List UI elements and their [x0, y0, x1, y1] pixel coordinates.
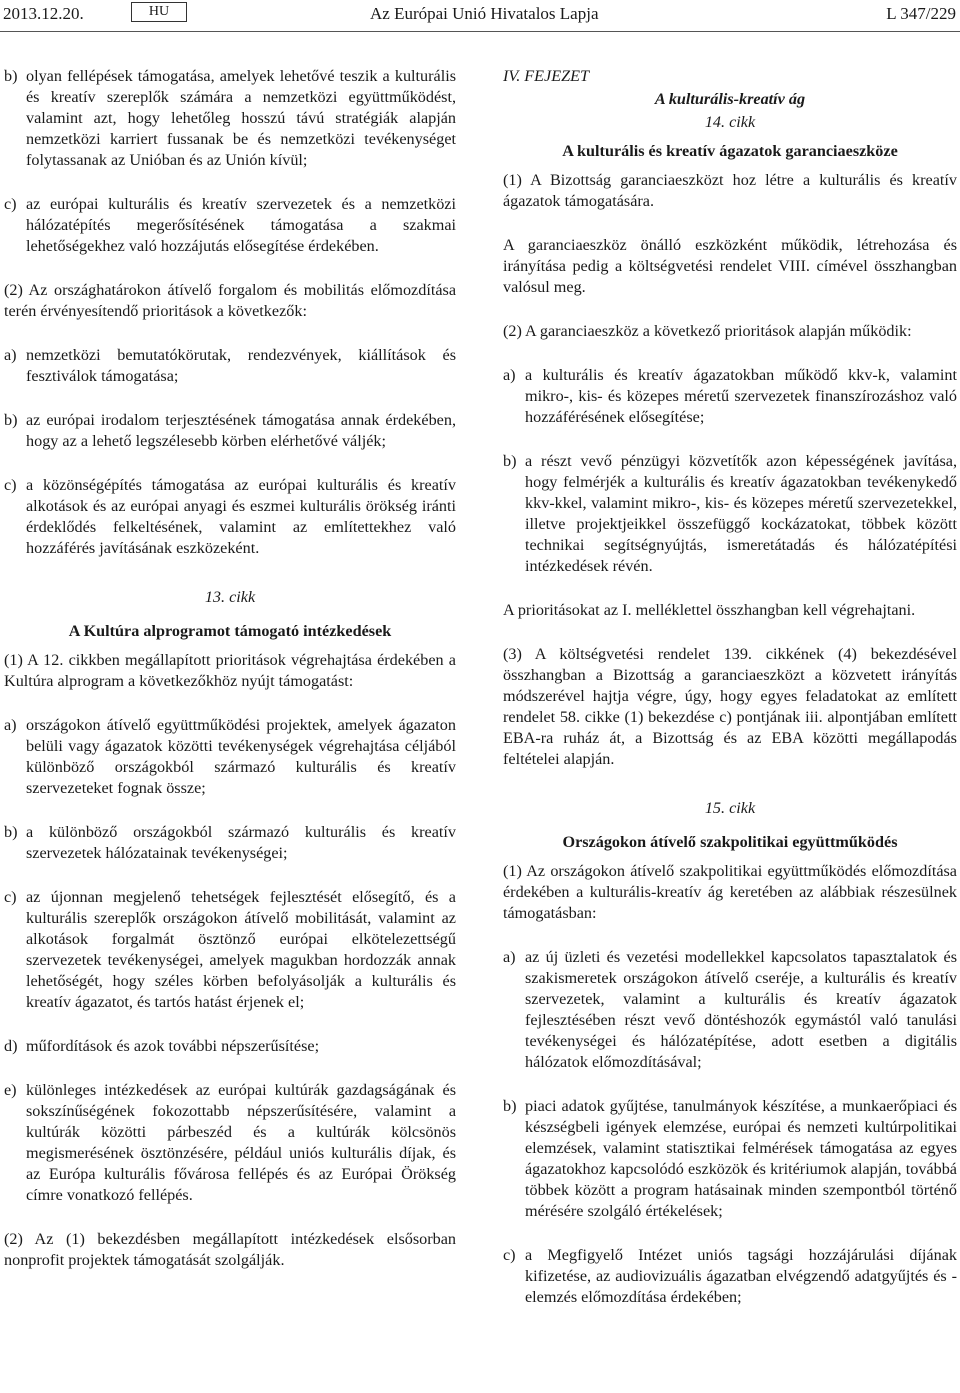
paragraph: (2) Az (1) bekezdésben megállapított intézkedések elsősorban nonprofit projektek támogatását szolgálják. — [4, 1230, 456, 1269]
chapter-title: A kulturális-kreatív ág — [654, 90, 806, 108]
list-item: b) a különböző országokból származó kulturális és kreatív szervezetek hálózatainak tevékenységei; — [4, 823, 456, 862]
paragraph: A garanciaeszköz önálló eszközként működik, létrehozása és irányítása pedig a költségvetési rendelet VIII. címével összhangban valósul meg. — [503, 236, 957, 296]
chapter-number: IV. FEJEZET — [503, 67, 590, 85]
list-item: b) a részt vevő pénzügyi közvetítők azon képességének javítása, hogy felmérjék a kulturális és kreatív ágazatokban tevékenykedő kkv-kkel, valamint mikro-, kis- és közepes méretű szervezetekkel, illetve projektjeikkel összefüggő kockázatokat, többek között technikai segítségnyújtás, ismeretátadás és hálózatépítési intézkedések révén. — [503, 452, 957, 575]
article-title: A kulturális és kreatív ágazatok garanciaeszköze — [562, 142, 898, 160]
header-rule — [0, 31, 960, 32]
publication-date: 2013.12.20. — [3, 4, 84, 23]
article-title: Országokon átívelő szakpolitikai együttműködés — [562, 833, 898, 851]
page-number: L 347/229 — [886, 4, 956, 23]
list-item: b) piaci adatok gyűjtése, tanulmányok készítése, a munkaerőpiaci és készségbeli igények elemzése, európai és nemzeti kultúrpolitikai elemzések, valamint statisztikai felmérések támogatása az egyes ágazatokhoz kapcsolódó eszközök és kritériumok alapján, továbbá többek között a program hatásainak minden szempontból történő mérésére szolgáló értékelések; — [503, 1097, 957, 1220]
list-item: a) az új üzleti és vezetési modellekkel kapcsolatos tapasztalatok és szakismeretek országokon átívelő cseréje, a kulturális és kreatív szervezetek, valamint a kulturális és kreatív ágazatok fejlesztésében részt vevő döntéshozók egymástól való tanulási tevékenységei és hálózatépítése, adott esetben a digitális hálózatok előmozdításával; — [503, 948, 957, 1071]
article-number: 13. cikk — [204, 588, 256, 606]
paragraph: (2) Az országhatárokon átívelő forgalom és mobilitás előmozdítása terén érvényesítendő prioritások a következők: — [4, 281, 456, 320]
page-header — [0, 0, 960, 36]
list-item: b) az európai irodalom terjesztésének támogatása annak érdekében, hogy az a lehető legszélesebb körben elérhetővé váljék; — [4, 411, 456, 450]
article-number: 14. cikk — [704, 113, 756, 131]
paragraph: (1) Az országokon átívelő szakpolitikai együttműködés előmozdítása érdekében a kulturális-kreatív ág keretében az alábbiak részesülnek támogatásban: — [503, 862, 957, 922]
list-item: b) olyan fellépések támogatása, amelyek lehetővé teszik a kulturális és kreatív szereplők számára a nemzetközi együttműködést, valamint azt, hogy lehetőleg hosszú távú stratégiák alapján nemzetközi karriert fussanak be és nemzetközi tevékenységet folytassanak az Unióban és az Unión kívül; — [4, 67, 456, 169]
article-title: A Kultúra alprogramot támogató intézkedések — [68, 622, 392, 640]
list-item: a) nemzetközi bemutatókörutak, rendezvények, kiállítások és fesztiválok támogatása; — [4, 346, 456, 385]
paragraph: (2) A garanciaeszköz a következő prioritások alapján működik: — [503, 322, 912, 340]
paragraph: (3) A költségvetési rendelet 139. cikkének (4) bekezdésével összhangban a Bizottság a garanciaeszközt a közvetett irányítás módszerével hajtja végre, úgy, hogy egyes feladatokat az említett rendelet 58. cikke (1) bekezdése c) pontjának iii. alpontjában említett EBA-ra ruház át, a Bizottság és az EBA közötti megállapodás feltételei alapján. — [503, 645, 957, 768]
list-item: e) különleges intézkedések az európai kultúrák gazdagságának és sokszínűségének fokozottabb népszerűsítésére, valamint a kultúrák közötti párbeszéd és a kultúrák kölcsönös megismerésének ösztönzésére, például uniós kulturális díjak, és az Európa kulturális fővárosa fellépés és az Európai Örökség címre vonatkozó fellépés. — [4, 1081, 456, 1204]
list-item: c) a Megfigyelő Intézet uniós tagsági hozzájárulási díjának kifizetése, az audiovizuális ágazatban elvégzendő adatgyűjtés és -elemzés előmozdítása érdekében; — [503, 1246, 957, 1306]
list-item: a) a kulturális és kreatív ágazatokban működő kkv-k, valamint mikro-, kis- és közepes méretű szervezetek finanszírozáshoz való hozzáférésének elősegítése; — [503, 366, 957, 426]
list-item: c) az európai kulturális és kreatív szervezetek és a nemzetközi hálózatépítés megerősítésének támogatása a szakmai lehetőségekhez való hozzájutás elősegítése érdekében. — [4, 195, 456, 255]
paragraph: (1) A Bizottság garanciaeszközt hoz létre a kulturális és kreatív ágazatok támogatására. — [503, 171, 957, 210]
list-item: d) műfordítások és azok további népszerűsítése; — [4, 1037, 320, 1055]
article-number: 15. cikk — [704, 799, 756, 817]
list-item: c) a közönségépítés támogatása az európai kulturális és kreatív alkotások és az európai anyagi és eszmei kulturális örökség iránti érdeklődés felkeltésének, valamint az említettekhez való hozzáférés javításának eszközeként. — [4, 476, 456, 557]
paragraph: (1) A 12. cikkben megállapított prioritások végrehajtása érdekében a Kultúra alprogram a következőkhöz nyújt támogatást: — [4, 651, 456, 690]
list-item: c) az újonnan megjelenő tehetségek fejlesztését elősegítő, és a kulturális szereplők országokon átívelő mobilitását, valamint az alkotások forgalmát ösztönző európai elkötelezettségű szervezetek tevékenységei, amelyek magukban hordozzák annak lehetőségét, hogy széles körben befolyásolják a kulturális és kreatív ágazatot, és tartós hatást érjenek el; — [4, 888, 456, 1011]
right-column — [503, 66, 957, 1308]
language-code-box: HU — [131, 2, 187, 22]
list-item: a) országokon átívelő együttműködési projektek, amelyek ágazaton belüli vagy ágazatok közötti tevékenységek végrehajtása céljából különböző országokból származó kulturális és kreatív szervezeteket fognak össze; — [4, 716, 456, 797]
paragraph: A prioritásokat az I. melléklettel összhangban kell végrehajtani. — [503, 601, 916, 619]
left-column — [4, 66, 456, 1271]
journal-title: Az Európai Unió Hivatalos Lapja — [370, 4, 599, 23]
